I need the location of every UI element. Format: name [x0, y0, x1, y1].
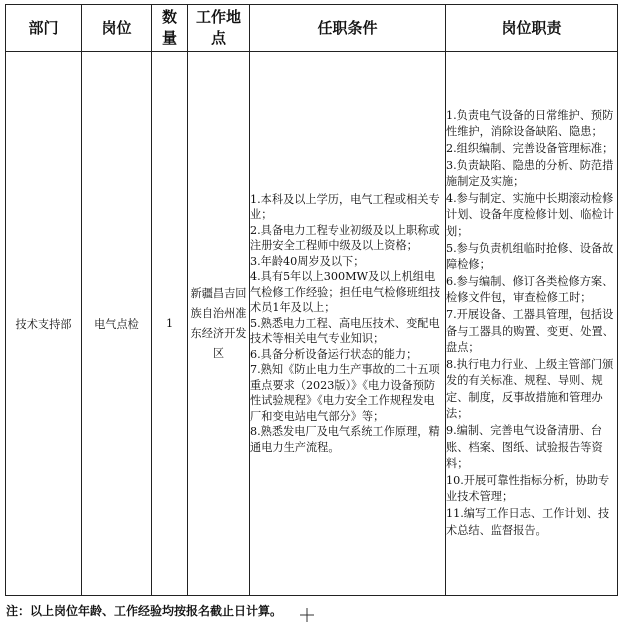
duty-item: 1.负责电气设备的日常维护、预防性维护，消除设备缺陷、隐患；: [446, 108, 614, 139]
header-quantity-label: 数量: [161, 8, 177, 47]
requirement-item: 6.具备分析设备运行状态的能力；: [250, 347, 418, 361]
table-row: [6, 52, 618, 596]
cell-department: 技术支持部: [6, 52, 82, 596]
duty-item: 6.参与编制、修订各类检修方案、检修文件包，审查检修工时；: [446, 274, 614, 305]
footnote: 注：以上岗位年龄、工作经验均按报名截止日计算。: [6, 604, 283, 618]
header-department: 部门: [6, 5, 82, 52]
job-table: [5, 4, 618, 596]
table-header-row: [6, 5, 618, 52]
duty-item: 8.执行电力行业、上级主管部门颁发的有关标准、规程、导则、规定、制度，反事故措施和管理办法；: [446, 357, 614, 421]
requirement-item: 7.熟知《防止电力生产事故的二十五项重点要求（2023版）》《电力设备预防性试验规程》《电力安全工作规程发电厂和变电站电气部分》等；: [250, 363, 440, 423]
cell-requirements: [250, 52, 446, 596]
header-location-label: 工作地点: [195, 8, 241, 47]
duty-item: 10.开展可靠性指标分析，协助专业技术管理；: [446, 473, 610, 504]
requirement-item: 4.具有5年以上300MW及以上机组电气检修工作经验；担任电气检修班组技术员1年及以上；: [250, 270, 441, 315]
cell-quantity: 1: [152, 52, 188, 596]
duty-item: 7.开展设备、工器具管理，包括设备与工器具的购置、变更、处置、盘点；: [446, 307, 614, 355]
requirement-item: 3.年龄40周岁及以下；: [250, 254, 365, 268]
header-requirements: 任职条件: [250, 5, 446, 52]
header-duties: 岗位职责: [446, 5, 618, 52]
duty-item: 4.参与制定、实施中长期滚动检修计划、设备年度检修计划、临检计划；: [446, 191, 614, 238]
cell-location: 新疆昌吉回族自治州准东经济开发区: [188, 52, 250, 596]
requirement-item: 8.熟悉发电厂及电气系统工作原理，精通电力生产流程。: [250, 425, 440, 454]
cell-duties: [446, 52, 618, 596]
duty-item: 5.参与负责机组临时抢修、设备故障检修；: [446, 241, 614, 272]
duty-item: 3.负责缺陷、隐患的分析、防范措施制定及实施；: [446, 158, 614, 189]
header-position: 岗位: [82, 5, 152, 52]
duty-item: 9.编制、完善电气设备清册、台账、档案、图纸、试验报告等资料；: [446, 424, 603, 471]
crosshair-cursor-icon: [300, 608, 314, 622]
requirement-item: 1.本科及以上学历，电气工程或相关专业；: [250, 192, 440, 222]
requirement-item: 5.熟悉电力工程、高电压技术、变配电技术等相关电气专业知识；: [250, 316, 440, 346]
requirement-item: 2.具备电力工程专业初级及以上职称或注册安全工程师中级及以上资格；: [250, 223, 440, 253]
duty-item: 2.组织编制、完善设备管理标准；: [446, 141, 614, 155]
header-location: [188, 5, 250, 52]
header-quantity: [152, 5, 188, 52]
cell-position: 电气点检: [82, 52, 152, 596]
duty-item: 11.编写工作日志、工作计划、技术总结、监督报告。: [446, 507, 610, 537]
